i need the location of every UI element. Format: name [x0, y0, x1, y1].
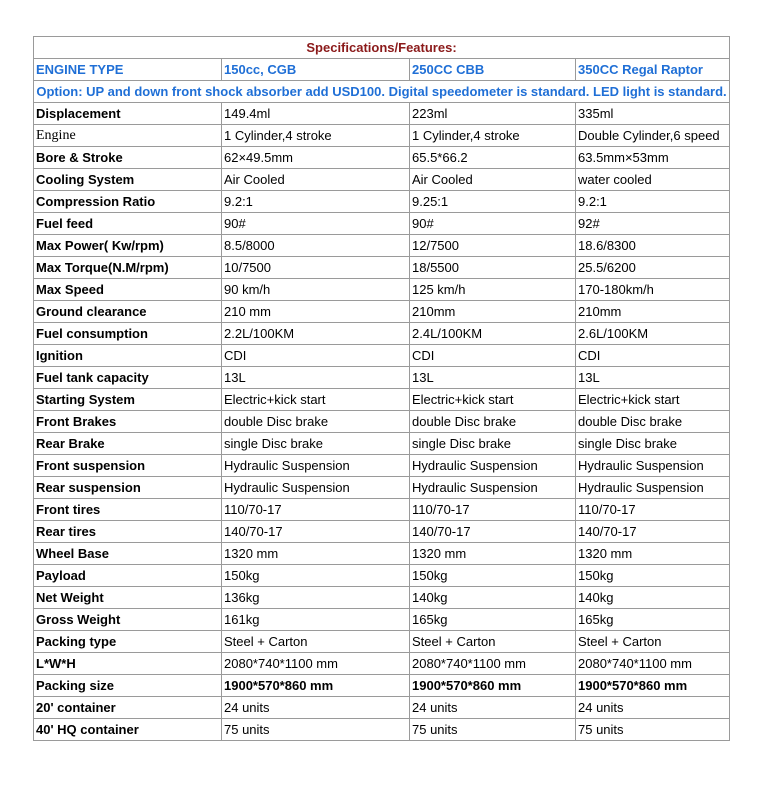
table-row — [34, 301, 730, 323]
spec-value: double Disc brake — [410, 411, 576, 433]
spec-value: 140/70-17 — [410, 521, 576, 543]
table-row — [34, 477, 730, 499]
table-row — [34, 235, 730, 257]
spec-value: 24 units — [222, 697, 410, 719]
spec-value: 75 units — [410, 719, 576, 741]
spec-value: 1 Cylinder,4 stroke — [222, 125, 410, 147]
table-title: Specifications/Features: — [34, 37, 730, 59]
spec-value: 170-180km/h — [576, 279, 730, 301]
table-row — [34, 521, 730, 543]
spec-value: 65.5*66.2 — [410, 147, 576, 169]
spec-value: CDI — [410, 345, 576, 367]
spec-value: 10/7500 — [222, 257, 410, 279]
spec-value: 150kg — [410, 565, 576, 587]
spec-value: Hydraulic Suspension — [576, 455, 730, 477]
spec-value: 62×49.5mm — [222, 147, 410, 169]
spec-value: 223ml — [410, 103, 576, 125]
spec-label: Max Speed — [34, 279, 222, 301]
spec-value: Air Cooled — [222, 169, 410, 191]
table-row — [34, 609, 730, 631]
spec-value: Hydraulic Suspension — [222, 477, 410, 499]
spec-value: 165kg — [576, 609, 730, 631]
table-row — [34, 719, 730, 741]
table-row — [34, 257, 730, 279]
table-row — [34, 147, 730, 169]
spec-label: Packing size — [34, 675, 222, 697]
spec-value: single Disc brake — [410, 433, 576, 455]
spec-value: water cooled — [576, 169, 730, 191]
spec-value: 90# — [222, 213, 410, 235]
spec-label: Packing type — [34, 631, 222, 653]
spec-value: CDI — [576, 345, 730, 367]
spec-label: Ignition — [34, 345, 222, 367]
table-row — [34, 279, 730, 301]
table-row — [34, 345, 730, 367]
spec-label: Compression Ratio — [34, 191, 222, 213]
table-row — [34, 191, 730, 213]
table-row — [34, 169, 730, 191]
table-row — [34, 103, 730, 125]
spec-label: Rear tires — [34, 521, 222, 543]
table-row — [34, 675, 730, 697]
spec-value: Hydraulic Suspension — [576, 477, 730, 499]
spec-value: 210mm — [410, 301, 576, 323]
spec-label: Displacement — [34, 103, 222, 125]
spec-value: 140kg — [576, 587, 730, 609]
spec-value: 63.5mm×53mm — [576, 147, 730, 169]
option-row — [34, 81, 730, 103]
spec-value: Hydraulic Suspension — [410, 477, 576, 499]
spec-value: 90 km/h — [222, 279, 410, 301]
spec-table — [33, 36, 730, 741]
spec-value: 9.2:1 — [222, 191, 410, 213]
spec-value: 1 Cylinder,4 stroke — [410, 125, 576, 147]
table-row — [34, 411, 730, 433]
spec-value: double Disc brake — [222, 411, 410, 433]
spec-value: Electric+kick start — [222, 389, 410, 411]
spec-value: 2080*740*1100 mm — [576, 653, 730, 675]
spec-label: Ground clearance — [34, 301, 222, 323]
spec-value: 210mm — [576, 301, 730, 323]
spec-label: Cooling System — [34, 169, 222, 191]
spec-value: Hydraulic Suspension — [410, 455, 576, 477]
spec-value: 2.4L/100KM — [410, 323, 576, 345]
spec-value: double Disc brake — [576, 411, 730, 433]
table-row — [34, 653, 730, 675]
spec-value: 165kg — [410, 609, 576, 631]
spec-label: Gross Weight — [34, 609, 222, 631]
spec-label: 20' container — [34, 697, 222, 719]
spec-value: 2080*740*1100 mm — [222, 653, 410, 675]
spec-value: 8.5/8000 — [222, 235, 410, 257]
spec-value: 1900*570*860 mm — [576, 675, 730, 697]
spec-value: Hydraulic Suspension — [222, 455, 410, 477]
table-row — [34, 323, 730, 345]
spec-value: 13L — [410, 367, 576, 389]
spec-value: 75 units — [222, 719, 410, 741]
spec-label: Front Brakes — [34, 411, 222, 433]
spec-value: 25.5/6200 — [576, 257, 730, 279]
spec-value: 12/7500 — [410, 235, 576, 257]
spec-value: 92# — [576, 213, 730, 235]
table-row — [34, 631, 730, 653]
header-row — [34, 59, 730, 81]
spec-value: 150kg — [576, 565, 730, 587]
spec-value: 140kg — [410, 587, 576, 609]
spec-value: 125 km/h — [410, 279, 576, 301]
spec-value: 110/70-17 — [222, 499, 410, 521]
spec-table-body — [34, 37, 730, 741]
spec-label: Engine — [34, 125, 222, 147]
table-row — [34, 543, 730, 565]
spec-label: Rear Brake — [34, 433, 222, 455]
spec-label: Max Power( Kw/rpm) — [34, 235, 222, 257]
title-row — [34, 37, 730, 59]
spec-label: Max Torque(N.M/rpm) — [34, 257, 222, 279]
spec-label: Bore & Stroke — [34, 147, 222, 169]
table-row — [34, 455, 730, 477]
spec-value: 2.6L/100KM — [576, 323, 730, 345]
spec-value: 1320 mm — [576, 543, 730, 565]
spec-value: 13L — [222, 367, 410, 389]
spec-value: Steel + Carton — [410, 631, 576, 653]
spec-value: 149.4ml — [222, 103, 410, 125]
spec-value: 161kg — [222, 609, 410, 631]
spec-value: Steel + Carton — [576, 631, 730, 653]
spec-value: CDI — [222, 345, 410, 367]
table-row — [34, 499, 730, 521]
spec-value: 140/70-17 — [576, 521, 730, 543]
table-row — [34, 433, 730, 455]
model-250cc: 250CC CBB — [410, 59, 576, 81]
spec-value: 9.25:1 — [410, 191, 576, 213]
spec-value: 210 mm — [222, 301, 410, 323]
spec-value: 75 units — [576, 719, 730, 741]
spec-value: Electric+kick start — [576, 389, 730, 411]
spec-value: 1320 mm — [222, 543, 410, 565]
spec-value: 13L — [576, 367, 730, 389]
spec-value: 90# — [410, 213, 576, 235]
spec-label: L*W*H — [34, 653, 222, 675]
spec-label: Net Weight — [34, 587, 222, 609]
spec-value: 2080*740*1100 mm — [410, 653, 576, 675]
spec-label: Fuel consumption — [34, 323, 222, 345]
table-row — [34, 697, 730, 719]
spec-value: 18.6/8300 — [576, 235, 730, 257]
spec-value: Double Cylinder,6 speed — [576, 125, 730, 147]
table-row — [34, 213, 730, 235]
spec-value: Electric+kick start — [410, 389, 576, 411]
spec-label: Fuel tank capacity — [34, 367, 222, 389]
spec-label: Wheel Base — [34, 543, 222, 565]
spec-value: 18/5500 — [410, 257, 576, 279]
table-row — [34, 587, 730, 609]
spec-value: Steel + Carton — [222, 631, 410, 653]
spec-value: 1320 mm — [410, 543, 576, 565]
spec-value: 1900*570*860 mm — [222, 675, 410, 697]
spec-value: 335ml — [576, 103, 730, 125]
table-row — [34, 389, 730, 411]
spec-label: Payload — [34, 565, 222, 587]
spec-value: single Disc brake — [222, 433, 410, 455]
model-350cc: 350CC Regal Raptor — [576, 59, 730, 81]
spec-value: 1900*570*860 mm — [410, 675, 576, 697]
spec-value: 110/70-17 — [410, 499, 576, 521]
spec-label: Front suspension — [34, 455, 222, 477]
spec-label: 40' HQ container — [34, 719, 222, 741]
table-row — [34, 367, 730, 389]
spec-value: Air Cooled — [410, 169, 576, 191]
engine-type-label: ENGINE TYPE — [34, 59, 222, 81]
spec-label: Fuel feed — [34, 213, 222, 235]
spec-value: 9.2:1 — [576, 191, 730, 213]
spec-value: 150kg — [222, 565, 410, 587]
spec-value: 2.2L/100KM — [222, 323, 410, 345]
spec-value: single Disc brake — [576, 433, 730, 455]
spec-value: 24 units — [576, 697, 730, 719]
spec-value: 140/70-17 — [222, 521, 410, 543]
spec-label: Starting System — [34, 389, 222, 411]
option-note: Option: UP and down front shock absorber add USD100. Digital speedometer is standard. LED light is standard. — [34, 81, 730, 103]
spec-label: Rear suspension — [34, 477, 222, 499]
spec-value: 110/70-17 — [576, 499, 730, 521]
table-row — [34, 125, 730, 147]
table-row — [34, 565, 730, 587]
spec-value: 24 units — [410, 697, 576, 719]
model-150cc: 150cc, CGB — [222, 59, 410, 81]
spec-value: 136kg — [222, 587, 410, 609]
spec-label: Front tires — [34, 499, 222, 521]
